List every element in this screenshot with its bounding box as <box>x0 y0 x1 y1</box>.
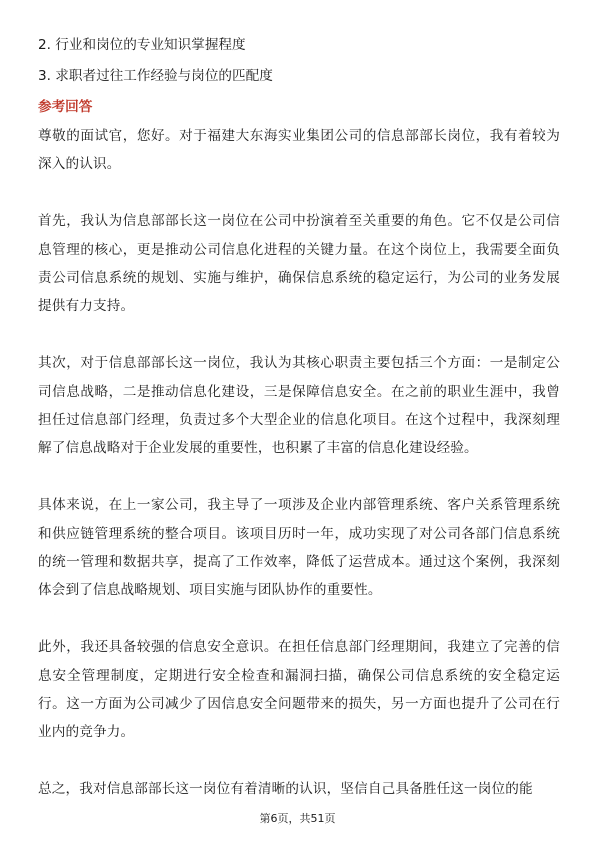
reference-answer-heading: 参考回答 <box>38 99 93 115</box>
criterion-item: 2. 行业和岗位的专业知识掌握程度 <box>38 37 246 53</box>
page-content <box>38 30 560 804</box>
answer-paragraph: 其次，对于信息部部长这一岗位，我认为其核心职责主要包括三个方面：一是制定公司信息战略，二是推动信息化建设，三是保障信息安全。在之前的职业生涯中，我曾担任过信息部门经理，负责过多个大型企业的信息化项目。在这个过程中，我深刻理解了信息战略对于企业发展的重要性，也积累了丰富的信息化建设经验。 <box>38 355 560 457</box>
answer-paragraph: 此外，我还具备较强的信息安全意识。在担任信息部门经理期间，我建立了完善的信息安全管理制度，定期进行安全检查和漏洞扫描，确保公司信息系统的安全稳定运行。这一方面为公司减少了因信息安全问题带来的损失，另一方面也提升了公司在行业内的竞争力。 <box>38 639 560 741</box>
page-number: 第6页，共51页 <box>259 812 336 825</box>
answer-paragraph: 总之，我对信息部部长这一岗位有着清晰的认识，坚信自己具备胜任这一岗位的能 <box>38 781 533 798</box>
answer-paragraph: 尊敬的面试官，您好。对于福建大东海实业集团公司的信息部部长岗位，我有着较为深入的认识。 <box>38 128 560 173</box>
criterion-item: 3. 求职者过往工作经验与岗位的匹配度 <box>38 68 273 84</box>
answer-paragraph: 首先，我认为信息部部长这一岗位在公司中扮演着至关重要的角色。它不仅是公司信息管理的核心，更是推动公司信息化进程的关键力量。在这个岗位上，我需要全面负责公司信息系统的规划、实施与维护，确保信息系统的稳定运行，为公司的业务发展提供有力支持。 <box>38 213 560 315</box>
answer-paragraph: 具体来说，在上一家公司，我主导了一项涉及企业内部管理系统、客户关系管理系统和供应链管理系统的整合项目。该项目历时一年，成功实现了对公司各部门信息系统的统一管理和数据共享，提高了工作效率，降低了运营成本。通过这个案例，我深刻体会到了信息战略规划、项目实施与团队协作的重要性。 <box>38 497 560 599</box>
